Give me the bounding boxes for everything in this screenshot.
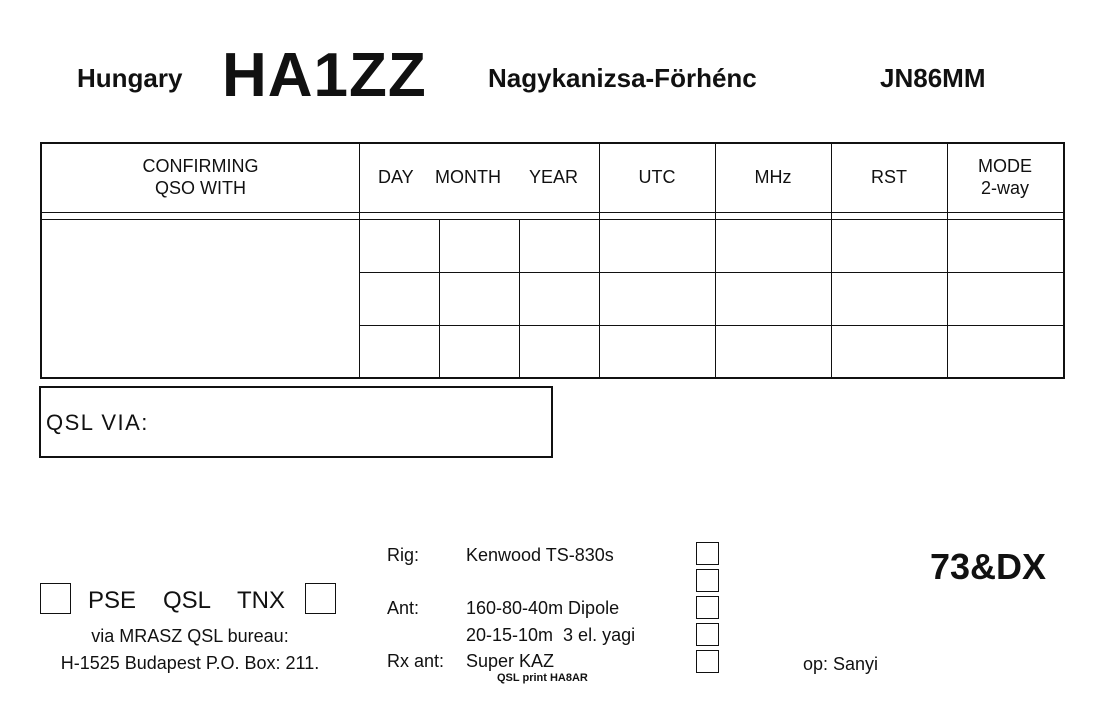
col-header-rst: RST xyxy=(871,167,907,187)
rx-ant-label: Rx ant: xyxy=(387,651,445,671)
callsign-title: HA1ZZ xyxy=(222,41,427,110)
rx-ant-checkbox[interactable] xyxy=(696,650,719,673)
col-header-confirming: CONFIRMING QSO WITH xyxy=(142,156,259,198)
rx-ant-value: Super KAZ xyxy=(466,651,555,671)
qsl-label: QSL xyxy=(163,587,212,614)
qsl-via-box[interactable] xyxy=(39,386,553,458)
col-divider xyxy=(359,144,360,377)
qsl-via-label: QSL VIA: xyxy=(46,410,149,435)
location-label: Nagykanizsa-Förhénc xyxy=(488,63,757,93)
col-header-mhz: MHz xyxy=(754,167,792,187)
ant-value-2: 20-15-10m 3 el. yagi xyxy=(466,625,636,645)
ant-value-1: 160-80-40m Dipole xyxy=(466,598,620,618)
rig-checkbox[interactable] xyxy=(696,542,719,565)
col-header-day: DAY xyxy=(378,167,414,187)
col-header-year: YEAR xyxy=(529,167,579,187)
country-label: Hungary xyxy=(77,63,183,93)
header-separator xyxy=(42,212,1063,213)
col-header-mode: MODE 2-way xyxy=(978,156,1032,198)
closing-73dx: 73&DX xyxy=(930,546,1047,587)
ant-label: Ant: xyxy=(387,598,420,618)
col-header-month: MONTH xyxy=(435,167,501,187)
locator-label: JN86MM xyxy=(880,63,986,93)
print-credit: QSL print HA8AR xyxy=(497,672,588,684)
qso-table xyxy=(40,142,1065,379)
tnx-label: TNX xyxy=(237,587,285,614)
bureau-line-2: H-1525 Budapest P.O. Box: 211. xyxy=(60,653,320,673)
ant-dipole-checkbox[interactable] xyxy=(696,596,719,619)
col-divider xyxy=(519,219,520,377)
row-divider xyxy=(359,325,1063,326)
rig-label: Rig: xyxy=(387,545,420,565)
pse-label: PSE xyxy=(88,587,137,614)
col-header-utc: UTC xyxy=(638,167,676,187)
rig-value: Kenwood TS-830s xyxy=(466,545,614,565)
tnx-checkbox[interactable] xyxy=(305,583,336,614)
operator-label: op: Sanyi xyxy=(803,654,879,674)
bureau-line-1: via MRASZ QSL bureau: xyxy=(91,626,289,646)
header-separator-2 xyxy=(42,219,1063,220)
row-divider xyxy=(359,272,1063,273)
equipment-checkbox[interactable] xyxy=(696,569,719,592)
pse-checkbox[interactable] xyxy=(40,583,71,614)
col-divider xyxy=(439,219,440,377)
ant-yagi-checkbox[interactable] xyxy=(696,623,719,646)
